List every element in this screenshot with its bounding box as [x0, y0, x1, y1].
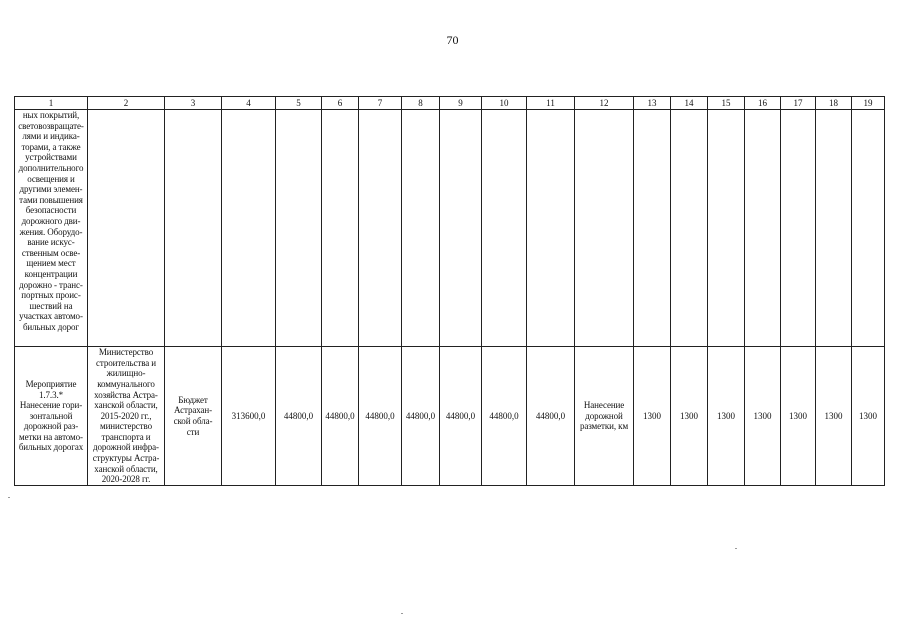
column-number-row [15, 97, 885, 110]
indicator-value-cell: 1300 [745, 347, 781, 486]
empty-cell [745, 110, 781, 347]
empty-cell [852, 110, 885, 347]
empty-cell [671, 110, 708, 347]
column-number: 14 [671, 97, 708, 110]
column-number: 17 [781, 97, 816, 110]
column-number: 5 [276, 97, 322, 110]
column-number: 4 [222, 97, 276, 110]
page-number: 70 [446, 33, 459, 47]
indicator-name-cell: Нанесение дорожной разметки, км [575, 347, 634, 486]
empty-cell [276, 110, 322, 347]
empty-cell [222, 110, 276, 347]
column-number: 8 [402, 97, 440, 110]
funding-source-cell: Бюджет Астрахан- ской обла- сти [165, 347, 222, 486]
column-number: 2 [88, 97, 165, 110]
column-number: 9 [440, 97, 482, 110]
indicator-value-cell: 1300 [852, 347, 885, 486]
column-number: 10 [482, 97, 527, 110]
measure-description-cell: ных покрытий, световозвращате- лями и индика- торами, а также устройствами дополнительного освещения и другими элемен- тами повышения безопасности дорожного дви- жения. Оборудо- вание искус- ственным осве- щением мест концентрации дорожно - транс- портных проис- шествий на участках автомо- бильных дорог [15, 110, 88, 347]
measure-name-cell: Мероприятие 1.7.3.* Нанесение гори- зонтальной дорожной раз- метки на автомо- бильных дорогах [15, 347, 88, 486]
table-row [15, 110, 885, 347]
empty-cell [527, 110, 575, 347]
column-number: 19 [852, 97, 885, 110]
indicator-value-cell: 1300 [816, 347, 852, 486]
empty-cell [322, 110, 359, 347]
empty-cell [575, 110, 634, 347]
empty-cell [634, 110, 671, 347]
column-number: 12 [575, 97, 634, 110]
column-number: 7 [359, 97, 402, 110]
scan-speck [401, 613, 403, 614]
program-table [14, 96, 885, 486]
column-number: 16 [745, 97, 781, 110]
amount-cell: 44800,0 [402, 347, 440, 486]
column-number: 18 [816, 97, 852, 110]
amount-cell: 44800,0 [482, 347, 527, 486]
column-number: 13 [634, 97, 671, 110]
column-number: 1 [15, 97, 88, 110]
empty-cell [781, 110, 816, 347]
column-number: 11 [527, 97, 575, 110]
empty-cell [88, 110, 165, 347]
column-number: 6 [322, 97, 359, 110]
empty-cell [359, 110, 402, 347]
scan-speck [8, 497, 10, 498]
amount-cell: 44800,0 [276, 347, 322, 486]
column-number: 3 [165, 97, 222, 110]
amount-cell: 44800,0 [440, 347, 482, 486]
indicator-value-cell: 1300 [671, 347, 708, 486]
amount-cell: 44800,0 [359, 347, 402, 486]
table-row [15, 347, 885, 486]
indicator-value-cell: 1300 [781, 347, 816, 486]
total-amount-cell: 313600,0 [222, 347, 276, 486]
amount-cell: 44800,0 [527, 347, 575, 486]
column-number: 15 [708, 97, 745, 110]
scan-speck [735, 548, 737, 549]
empty-cell [482, 110, 527, 347]
indicator-value-cell: 1300 [708, 347, 745, 486]
empty-cell [402, 110, 440, 347]
executor-cell: Министерство строительства и жилищно- коммунального хозяйства Астра- ханской области, 2015-2020 гг., министерство транспорта и дорожной инфра- структуры Астра- ханской области, 2020-2028 гг. [88, 347, 165, 486]
amount-cell: 44800,0 [322, 347, 359, 486]
empty-cell [708, 110, 745, 347]
indicator-value-cell: 1300 [634, 347, 671, 486]
empty-cell [165, 110, 222, 347]
empty-cell [816, 110, 852, 347]
empty-cell [440, 110, 482, 347]
